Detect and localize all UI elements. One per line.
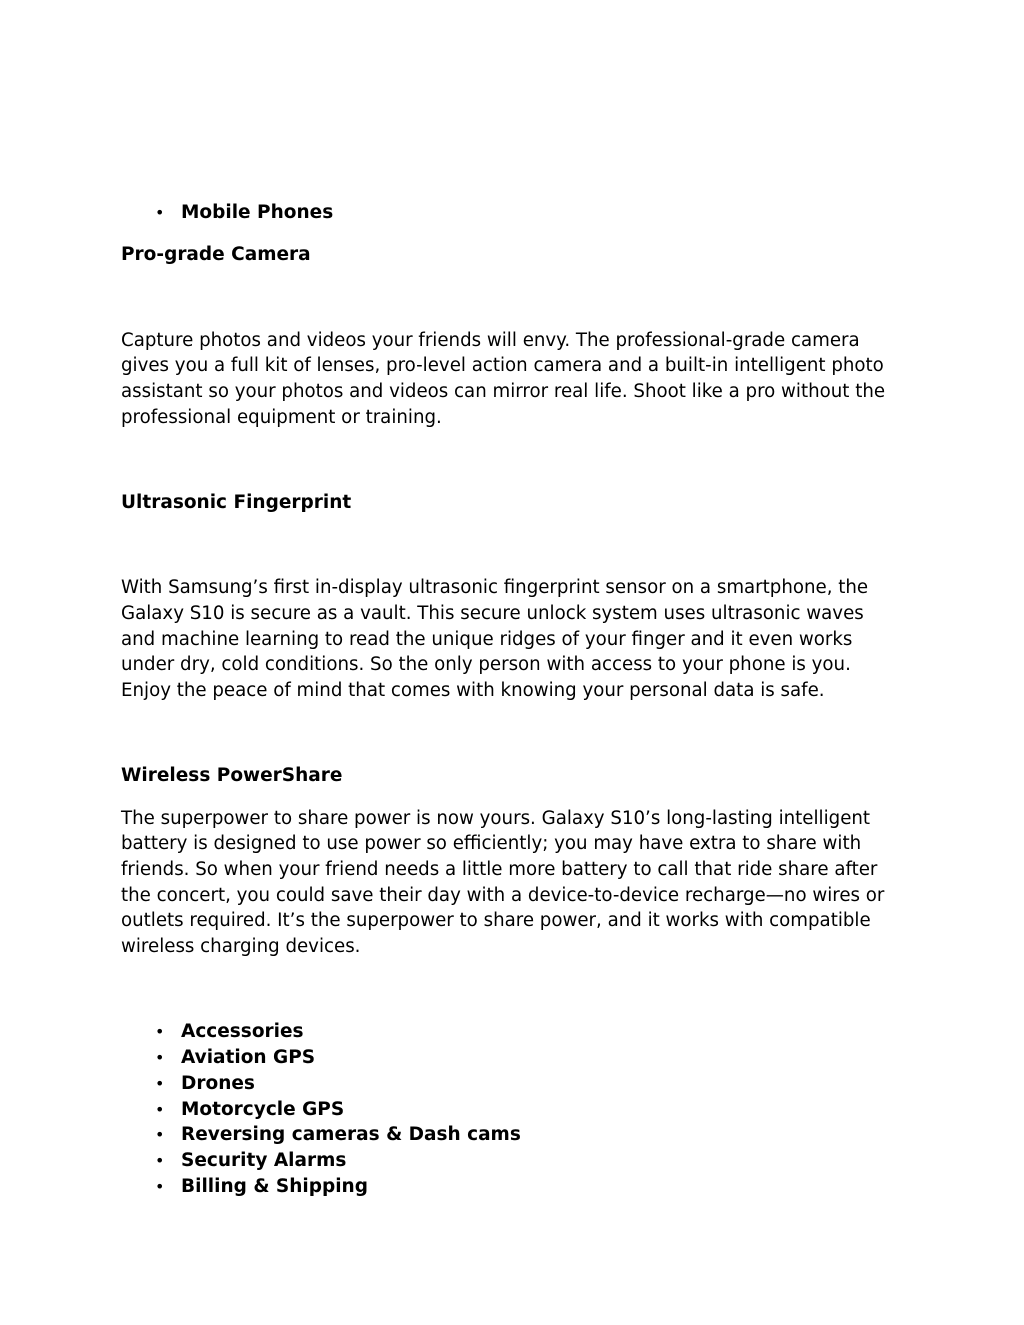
bullet-icon: • xyxy=(155,1073,165,1093)
paragraph-line: professional equipment or training. xyxy=(121,406,442,428)
list-item xyxy=(121,1019,911,1045)
bullet-icon: • xyxy=(155,203,165,222)
paragraph-line: The superpower to share power is now yours. Galaxy S10’s long-lasting intelligent xyxy=(121,807,871,829)
bottom-bullet-list xyxy=(121,1019,911,1200)
bullet-icon: • xyxy=(155,1177,165,1197)
paragraph-line: wireless charging devices. xyxy=(121,936,361,958)
list-item-label: Drones xyxy=(181,1072,255,1094)
bullet-icon: • xyxy=(155,1125,165,1145)
section-paragraph-camera xyxy=(121,328,911,431)
paragraph-line: outlets required. It’s the superpower to share power, and it works with compatible xyxy=(121,910,871,932)
paragraph-line: With Samsung’s first in-display ultrasonic fingerprint sensor on a smartphone, the xyxy=(121,577,869,599)
paragraph-line: Enjoy the peace of mind that comes with knowing your personal data is safe. xyxy=(121,680,825,702)
list-item-label: Motorcycle GPS xyxy=(181,1098,345,1120)
list-item xyxy=(121,1148,911,1174)
paragraph-line: under dry, cold conditions. So the only person with access to your phone is you. xyxy=(121,654,851,676)
section-heading-camera: Pro-grade Camera xyxy=(121,244,311,266)
paragraph-line: gives you a full kit of lenses, pro-level action camera and a built-in intelligent photo xyxy=(121,355,884,377)
document-page xyxy=(121,200,911,1200)
list-item-label: Mobile Phones xyxy=(181,202,334,223)
paragraph-line: assistant so your photos and videos can mirror real life. Shoot like a pro without the xyxy=(121,381,886,402)
section-heading-fingerprint: Ultrasonic Fingerprint xyxy=(121,491,352,513)
list-item-label: Aviation GPS xyxy=(181,1047,316,1069)
list-item xyxy=(121,200,911,226)
list-item-label: Reversing cameras & Dash cams xyxy=(181,1124,521,1146)
paragraph-line: Galaxy S10 is secure as a vault. This secure unlock system uses ultrasonic waves xyxy=(121,602,864,624)
list-item xyxy=(121,1097,911,1123)
paragraph-line: and machine learning to read the unique ridges of your finger and it even works xyxy=(121,628,853,650)
list-item-label: Billing & Shipping xyxy=(181,1176,368,1198)
list-item xyxy=(121,1045,911,1071)
list-item-label: Accessories xyxy=(181,1021,304,1043)
section-paragraph-powershare xyxy=(121,806,911,960)
bullet-icon: • xyxy=(155,1099,165,1119)
bullet-icon: • xyxy=(155,1022,165,1042)
list-item xyxy=(121,1071,911,1097)
bullet-icon: • xyxy=(155,1151,165,1171)
bullet-icon: • xyxy=(155,1048,165,1068)
top-bullet-list xyxy=(121,200,911,226)
list-item xyxy=(121,1174,911,1200)
paragraph-line: the concert, you could save their day with a device-to-device recharge—no wires or xyxy=(121,884,885,906)
paragraph-line: Capture photos and videos your friends will envy. The professional-grade camera xyxy=(121,329,860,351)
list-item-label: Security Alarms xyxy=(181,1150,347,1172)
list-item xyxy=(121,1122,911,1148)
section-paragraph-fingerprint xyxy=(121,575,911,704)
section-heading-powershare: Wireless PowerShare xyxy=(121,765,343,787)
paragraph-line: friends. So when your friend needs a little more battery to call that ride share after xyxy=(121,858,878,880)
paragraph-line: battery is designed to use power so efficiently; you may have extra to share with xyxy=(121,833,862,855)
